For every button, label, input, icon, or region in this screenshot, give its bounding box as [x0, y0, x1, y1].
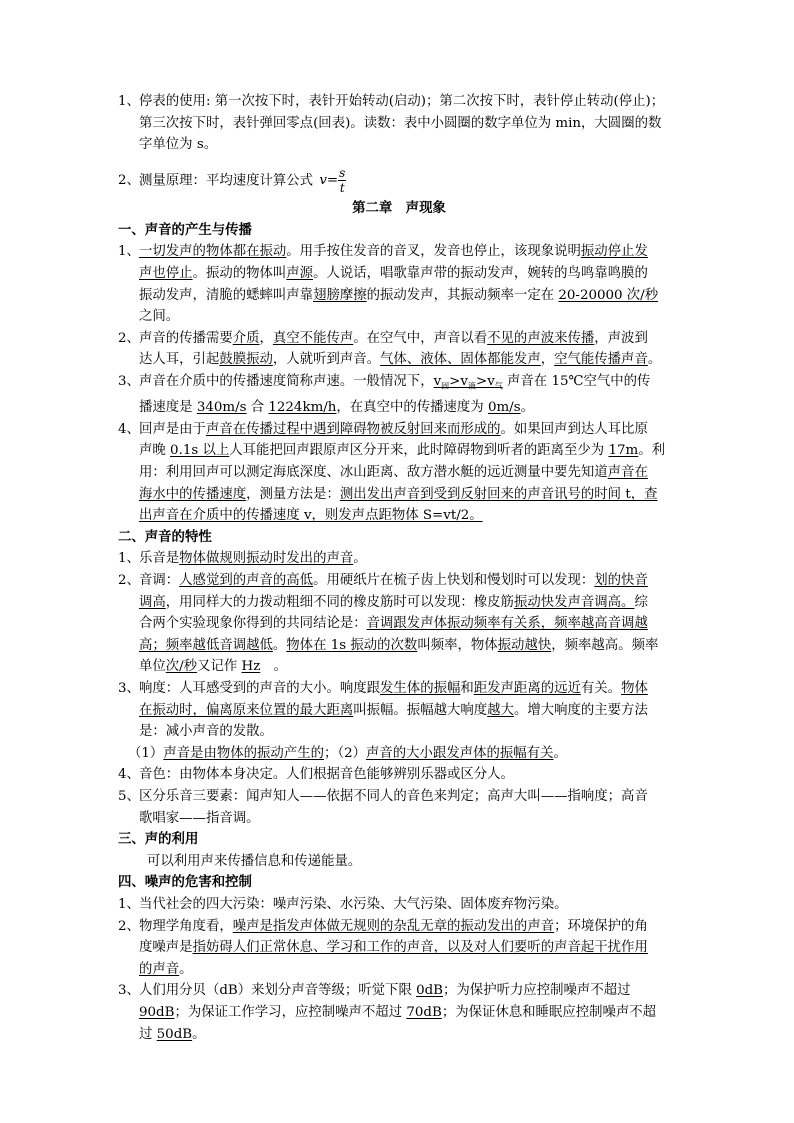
text: 过 [139, 1026, 157, 1042]
underlined-text: 90dB [139, 1004, 175, 1020]
underlined-text: 340m/s [196, 400, 247, 416]
item-number: 2、 [118, 330, 140, 346]
underlined-text: 越大 [487, 702, 514, 718]
text: ，测量方法是： [246, 486, 340, 502]
formula-v: v= [319, 172, 339, 188]
list-item [118, 678, 680, 743]
text: ， [259, 330, 273, 346]
underlined-text: 在振动时，偏离原来位置的最大距离 [139, 702, 354, 718]
list-item [118, 371, 680, 419]
text: 合两个实验现象你得到的共同结论是： [139, 616, 367, 632]
subscript: 固 [441, 381, 450, 391]
item-number: 1、 [118, 551, 140, 567]
list-item [118, 328, 680, 371]
text: 达人耳，引起 [139, 352, 220, 368]
underlined-text: 声音是由物体的振动产生的 [163, 745, 324, 761]
underlined-text: 一切发声的物体都在振动 [139, 244, 287, 260]
text: ；为保护听力应控制噪声不超过 [443, 983, 631, 999]
underlined-text: 测出发出声音到受到反射回来的声音讯号的时间 t，查 [339, 486, 658, 502]
text-line: 停表的使用: 第一次按下时，表针开始转动(启动)；第二次按下时，表针停止转动(停止)； [139, 94, 665, 109]
underlined-text: 划的快音 [594, 573, 648, 589]
underlined-text: 20-20000 次/秒 [558, 287, 659, 303]
text: 。 [272, 637, 287, 653]
list-item [118, 894, 680, 916]
underlined-text: 不见的声波来传播 [487, 330, 595, 346]
section-heading: 四、噪声的危害和控制 [118, 874, 252, 891]
item-number: 2、 [118, 573, 140, 589]
text: 。 [647, 352, 662, 368]
text: 用：利用回声可以测定海底深度、冰山距离、敌方潜水艇的远近测量中要先知道 [139, 465, 608, 481]
underlined-text: 声音在 [607, 465, 648, 481]
speed-order [434, 374, 503, 389]
text: ，人就听到声音。 [272, 352, 381, 368]
underlined-text: 50dB [156, 1026, 193, 1042]
text: >v [475, 374, 495, 390]
text: 。在空气中，声音以看 [353, 330, 488, 346]
list-item [118, 419, 680, 527]
item-number: 1、 [118, 896, 140, 912]
list-item [118, 548, 680, 570]
text: 。 [179, 961, 193, 977]
underlined-text: 介质 [232, 330, 260, 346]
text: 单位 [139, 659, 166, 675]
subscript: 液 [467, 381, 476, 391]
text: 当代社会的四大污染：噪声污染、水污染、大气污染、固体废弃物污染。 [139, 896, 568, 912]
text: 。振动的物体叫 [192, 266, 287, 282]
underlined-text: 出声音在介质中的传播速度 v，则发声点距物体 S=vt/2。 [139, 508, 483, 524]
list-item [118, 570, 680, 678]
text: 。利 [638, 443, 665, 459]
text: 。人说话，唱歌靠声带的振动发声，婉转的鸟鸣靠鸣膜的 [313, 266, 648, 282]
underlined-text: 翅膀摩擦 [313, 287, 367, 303]
text: 音色：由物体本身决定。人们根据音色能够辨别乐器或区分人。 [139, 767, 514, 783]
text: 的振动发声，其振动频率一定在 [366, 287, 559, 303]
text: ；环境保护的角 [554, 918, 648, 934]
text: 。 [260, 659, 288, 675]
text: 人们用分贝（dB）来划分声音等级；听觉下限 [139, 983, 417, 999]
underlined-text: 次/秒 [165, 659, 198, 675]
item-number: 4、 [118, 421, 140, 437]
chapter-title: 第二章 声现象 [352, 200, 446, 217]
text: 综 [634, 594, 648, 610]
underlined-text: 距发声距离的远近 [473, 681, 581, 697]
text: 区分乐音三要素：闻声知人——依据不同人的音色来判定；高声大叫——指响度；高音 [139, 788, 648, 804]
item-number: 3、 [118, 681, 140, 697]
list-item [118, 241, 680, 327]
underlined-text: 空气能传播声音 [554, 352, 648, 368]
text: ；（2） [324, 745, 366, 761]
underlined-text: 0dB [416, 983, 444, 999]
underlined-text: 海水中的传播速度 [139, 486, 247, 502]
underlined-text: 声也停止 [139, 266, 193, 282]
text: 是：减小声音的发散。 [139, 724, 273, 740]
text: >v [449, 374, 468, 390]
underlined-text: 鼓膜振动 [219, 352, 273, 368]
underlined-text: 振动越快 [497, 637, 552, 653]
text: 。 [192, 1026, 206, 1042]
list-item [118, 786, 680, 829]
text: 人耳能把回声跟原声区分开来，此时障碍物到听者的距离至少为 [229, 443, 609, 459]
text: 。 [553, 745, 567, 761]
underlined-text: 17m [608, 443, 639, 459]
text: 叫频率，物体 [417, 637, 498, 653]
underlined-text: 调高 [139, 594, 166, 610]
text: 回声是由于 [139, 421, 206, 437]
text: ；为保证工作学习，应控制噪声不超过 [174, 1004, 407, 1020]
text: 叫振幅。振幅越大响度 [353, 702, 488, 718]
section-heading: 二、声音的特性 [118, 528, 212, 545]
text-line: 第三次按下时，表针弹回零点(回表)。读数：表中小圆圈的数字单位为 min，大圆圈的数 [139, 115, 662, 131]
item-number: 2、 [118, 172, 140, 188]
text: 和 [460, 681, 474, 697]
text: 声音的传播需要 [139, 330, 233, 346]
text: 测量原理：平均速度计算公式 [139, 173, 318, 189]
item-number: 1、 [118, 94, 140, 109]
underlined-text: 0.1s 以上 [170, 443, 230, 459]
item-number: 3、 [118, 983, 140, 999]
text: 播速度是 [139, 400, 197, 416]
text: 声音在介质中的传播速度简称声速。一般情况下， [139, 374, 434, 390]
text: 乐音是 [139, 551, 180, 567]
text: ；为保证休息和睡眠应控制噪声不超 [441, 1004, 657, 1020]
document-body [118, 91, 680, 1045]
item-number: 4、 [118, 767, 140, 783]
text: 声晚 [139, 443, 171, 459]
text: 。如果回声到达人耳比原 [500, 421, 648, 437]
text: 物理学角度看， [139, 918, 233, 934]
text: （1） [128, 745, 164, 761]
item-number: 1、 [118, 244, 140, 260]
text: 合 [246, 400, 269, 416]
section-heading: 三、声的利用 [118, 831, 199, 848]
paragraph: 可以利用声来传播信息和传递能量。 [147, 853, 362, 869]
text: 。 [520, 400, 534, 416]
item-number: 3、 [118, 374, 140, 390]
text: 振动发声，清脆的蟋蟀叫声靠 [139, 287, 314, 303]
text: 。用硬纸片在梳子齿上快划和慢划时可以发现： [313, 573, 595, 589]
denominator: t [339, 181, 345, 196]
text: ，用同样大的力拨动粗细不同的橡皮筋时可以发现：橡皮筋 [165, 594, 514, 610]
underlined-text: 物体在 1s 振动的次数 [286, 637, 418, 653]
text-line: 字单位为 s。 [139, 137, 218, 153]
underlined-text: 高；频率越低音调越低 [139, 637, 273, 653]
underlined-text: 发生体的振幅 [380, 681, 461, 697]
underlined-text: 的声音 [139, 961, 180, 977]
text: 歌唱家——指音调。 [139, 810, 260, 826]
underlined-text: 声音在传播过程中遇到障碍物被反射回来而形成的 [205, 421, 501, 437]
underlined-text: 真空不能传声 [272, 330, 354, 346]
text: 响度：人耳感受到的声音的大小。响度跟 [139, 681, 381, 697]
text: 有关。 [580, 681, 622, 697]
underlined-text: Hz [241, 659, 261, 675]
subscript: 气 [494, 381, 503, 391]
underlined-text: 1224km/h [268, 400, 337, 416]
underlined-text: 音调跟发声体振动频率有关系，频率越高音调越 [366, 616, 648, 632]
list-item [118, 764, 680, 786]
underlined-text: 振动快发声音调高。 [513, 594, 635, 610]
text: 又记作 [197, 659, 242, 675]
text: 声音在 15℃空气中的传 [502, 374, 651, 390]
text: 度噪声是 [139, 940, 193, 956]
list-item-stopwatch [118, 91, 680, 156]
underlined-text: 人感觉到的声音的高低 [179, 573, 314, 589]
text: 。用手按住发音的音叉，发音也停止，该现象说明 [286, 244, 581, 260]
list-item-measure [118, 164, 680, 199]
numerator: s [339, 166, 346, 181]
list-item [118, 916, 680, 981]
underlined-text: 物体做规则振动时发出的声音 [179, 551, 354, 567]
text: ， [540, 352, 555, 368]
text: 。 [353, 551, 367, 567]
list-item [118, 980, 680, 1045]
note-line [118, 743, 680, 765]
text: ，在真空中的传播速度为 [336, 400, 488, 416]
text: ，频率越高。频率 [551, 637, 659, 653]
text: 。增大响度的主要方法 [513, 702, 648, 718]
underlined-text: 声源 [286, 266, 314, 282]
item-number: 5、 [118, 788, 140, 804]
text: v [433, 374, 442, 390]
fraction [338, 166, 346, 195]
section-heading: 一、声音的产生与传播 [118, 221, 252, 238]
underlined-text: 0m/s [487, 400, 521, 416]
underlined-text: 指妨碍人们正常休息、学习和工作的声音，以及对人们要听的声音起干扰作用 [192, 940, 648, 956]
underlined-text: 70dB [406, 1004, 442, 1020]
text: ，声波到 [594, 330, 648, 346]
underlined-text: 振动停止发 [580, 244, 648, 260]
text: 之间。 [139, 309, 180, 325]
underlined-text: 物体 [621, 681, 648, 697]
item-number: 2、 [118, 918, 140, 934]
underlined-text: 噪声是指发声体做无规则的杂乱无章的振动发出的声音 [232, 918, 555, 934]
underlined-text: 声音的大小跟发声体的振幅有关 [366, 745, 554, 761]
underlined-text: 气体、液体、固体都能发声 [380, 352, 541, 368]
text: 音调： [139, 573, 180, 589]
